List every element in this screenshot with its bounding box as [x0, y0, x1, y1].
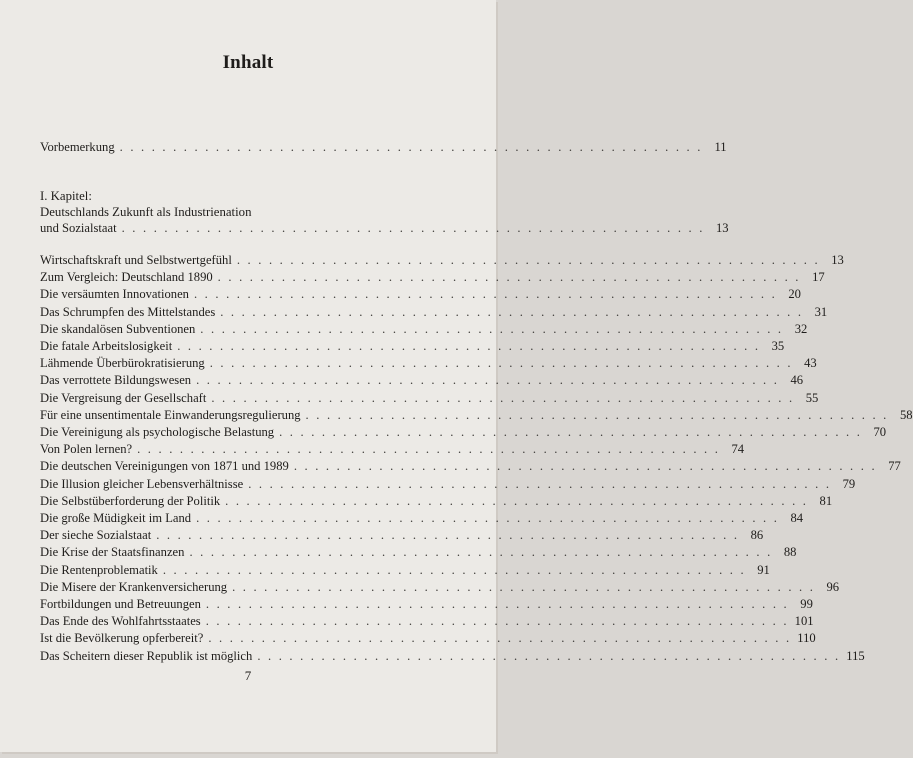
leader-dots: . . . . . . . . . . . . . . . . . . . . . . . . . . . . . . . . . . . . . . . . . . . . . . . . . . . . . . .	[220, 304, 804, 319]
toc-entry	[40, 287, 801, 302]
toc-entry-label: Wirtschaftskraft und Selbstwertgefühl	[40, 253, 232, 267]
toc-entry-label: Die Misere der Krankenversicherung	[40, 579, 228, 594]
toc-entry	[40, 442, 745, 457]
toc-entry	[40, 373, 804, 388]
leader-dots: . . . . . . . . . . . . . . . . . . . . . . . . . . . . . . . . . . . . . . . . . . . . . . . . . . . . . . .	[193, 287, 777, 302]
toc-entry	[40, 493, 833, 509]
toc-entry-preface	[40, 140, 727, 155]
toc-entry-page: 84	[790, 511, 804, 525]
toc-entry-label: Die Illusion gleicher Lebensverhältnisse	[40, 476, 244, 491]
leader-dots: . . . . . . . . . . . . . . . . . . . . . . . . . . . . . . . . . . . . . . . . . . . . . . . . . . . . . . .	[196, 511, 780, 525]
toc-entry	[40, 597, 813, 612]
toc-entry-label: Die Krise der Staatsfinanzen	[40, 545, 185, 560]
toc-entry	[40, 648, 865, 664]
leader-dots: . . . . . . . . . . . . . . . . . . . . . . . . . . . . . . . . . . . . . . . . . . . . . . . . . . . . . . .	[305, 407, 889, 422]
toc-entry	[40, 579, 840, 595]
toc-entry-label: Das Schrumpfen des Mittelstandes	[40, 304, 216, 319]
leader-dots: . . . . . . . . . . . . . . . . . . . . . . . . . . . . . . . . . . . . . . . . . . . . . . . . . . . . . . .	[162, 562, 746, 577]
toc-entry-page: 81	[819, 493, 833, 508]
toc-entry	[40, 356, 817, 371]
toc-entry	[40, 321, 808, 337]
toc-entry-page: 101	[794, 614, 814, 629]
toc-entry	[40, 270, 825, 285]
toc-entry-label: Die Vergreisung der Gesellschaft	[40, 390, 207, 405]
toc-entry	[40, 511, 804, 526]
leader-dots: . . . . . . . . . . . . . . . . . . . . . . . . . . . . . . . . . . . . . . . . . . . . . . . . . . . . . . .	[279, 425, 863, 439]
leader-dots: . . . . . . . . . . . . . . . . . . . . . . . . . . . . . . . . . . . . . . . . . . . . . . . . . . . . . . .	[208, 631, 792, 646]
leader-dots: . . . . . . . . . . . . . . . . . . . . . . . . . . . . . . . . . . . . . . . . . . . . . . . . . . . . . . .	[196, 373, 780, 388]
page-number: 7	[244, 668, 252, 683]
toc-entry-label: Die deutschen Vereinigungen von 1871 und 1989	[40, 459, 289, 474]
toc-entry-label: Die große Müdigkeit im Land	[40, 511, 192, 525]
toc-entry	[40, 425, 887, 440]
toc-entry-page: 79	[842, 476, 856, 491]
toc-entry	[40, 390, 819, 406]
leader-dots: . . . . . . . . . . . . . . . . . . . . . . . . . . . . . . . . . . . . . . . . . . . . . . . . . . . . . . .	[177, 339, 761, 353]
toc-entry-label: Die fatale Arbeitslosigkeit	[40, 339, 173, 353]
leader-dots: . . . . . . . . . . . . . . . . . . . . . . . . . . . . . . . . . . . . . . . . . . . . . . . . . . . . . . .	[119, 140, 703, 154]
toc-entry-chapter	[40, 221, 729, 236]
toc-entry-page: 58	[899, 407, 913, 422]
toc-entry	[40, 528, 764, 543]
toc-entry-page: 74	[731, 442, 745, 457]
toc-entry-page: 35	[771, 339, 785, 353]
leader-dots: . . . . . . . . . . . . . . . . . . . . . . . . . . . . . . . . . . . . . . . . . . . . . . . . . . . . . . .	[156, 528, 740, 543]
toc-entry-label: Die Selbstüberforderung der Politik	[40, 493, 221, 508]
leader-dots: . . . . . . . . . . . . . . . . . . . . . . . . . . . . . . . . . . . . . . . . . . . . . . . . . . . . . . .	[137, 442, 721, 457]
leader-dots: . . . . . . . . . . . . . . . . . . . . . . . . . . . . . . . . . . . . . . . . . . . . . . . . . . . . . . .	[257, 648, 841, 663]
toc-entry-label: Das verrottete Bildungswesen	[40, 373, 192, 388]
toc-entry-page: 31	[814, 304, 828, 319]
page-title: Inhalt	[222, 52, 274, 73]
toc-entry-page: 88	[783, 545, 797, 560]
leader-dots: . . . . . . . . . . . . . . . . . . . . . . . . . . . . . . . . . . . . . . . . . . . . . . . . . . . . . . .	[293, 459, 877, 474]
toc-entry-label: Ist die Bevölkerung opferbereit?	[40, 631, 204, 646]
toc-entry-label: Die versäumten Innovationen	[40, 287, 189, 302]
chapter-subtitle-line-1: Deutschlands Zukunft als Industrienation	[40, 205, 252, 219]
toc-entry	[40, 614, 814, 629]
leader-dots: . . . . . . . . . . . . . . . . . . . . . . . . . . . . . . . . . . . . . . . . . . . . . . . . . . . . . . .	[248, 476, 832, 491]
toc-entry-page: 86	[750, 528, 764, 543]
toc-entry-label: Zum Vergleich: Deutschland 1890	[40, 270, 213, 285]
toc-entry-label: Das Scheitern dieser Republik ist möglich	[40, 648, 253, 663]
toc-entry-page: 32	[794, 321, 808, 336]
leader-dots: . . . . . . . . . . . . . . . . . . . . . . . . . . . . . . . . . . . . . . . . . . . . . . . . . . . . . . .	[200, 321, 784, 336]
toc-entry-label: Fortbildungen und Betreuungen	[40, 597, 201, 611]
leader-dots: . . . . . . . . . . . . . . . . . . . . . . . . . . . . . . . . . . . . . . . . . . . . . . . . . . . . . . .	[217, 270, 801, 285]
toc-entry-page: 70	[873, 425, 887, 439]
toc-entry-page: 20	[788, 287, 801, 302]
leader-dots: . . . . . . . . . . . . . . . . . . . . . . . . . . . . . . . . . . . . . . . . . . . . . . . . . . . . . . .	[236, 253, 820, 267]
toc-entry-label: Vorbemerkung	[40, 140, 115, 154]
toc-entry	[40, 631, 816, 646]
leader-dots: . . . . . . . . . . . . . . . . . . . . . . . . . . . . . . . . . . . . . . . . . . . . . . . . . . . . . . .	[121, 221, 705, 235]
leader-dots: . . . . . . . . . . . . . . . . . . . . . . . . . . . . . . . . . . . . . . . . . . . . . . . . . . . . . . .	[205, 614, 789, 629]
chapter-subtitle-line-2: und Sozialstaat	[40, 221, 117, 235]
toc-entry-label: Die Vereinigung als psychologische Belastung	[40, 425, 275, 439]
toc-entry-page: 96	[826, 579, 840, 594]
leader-dots: . . . . . . . . . . . . . . . . . . . . . . . . . . . . . . . . . . . . . . . . . . . . . . . . . . . . . . .	[209, 356, 793, 371]
toc-entry-page: 13	[831, 253, 844, 267]
toc-entry-page: 17	[812, 270, 825, 285]
toc-entry-page: 115	[846, 648, 865, 663]
toc-entry	[40, 476, 856, 492]
toc-entry-label: Der sieche Sozialstaat	[40, 528, 152, 543]
toc-entry	[40, 545, 797, 560]
toc-entry-label: Das Ende des Wohlfahrtsstaates	[40, 614, 201, 629]
leader-dots: . . . . . . . . . . . . . . . . . . . . . . . . . . . . . . . . . . . . . . . . . . . . . . . . . . . . . . .	[225, 493, 809, 508]
toc-entry-label: Die Rentenproblematik	[40, 562, 158, 577]
toc-entry	[40, 459, 901, 474]
toc-entry	[40, 339, 785, 354]
chapter-label: I. Kapitel:	[40, 189, 92, 203]
toc-entry-page: 55	[805, 390, 819, 405]
toc-entry	[40, 407, 913, 423]
leader-dots: . . . . . . . . . . . . . . . . . . . . . . . . . . . . . . . . . . . . . . . . . . . . . . . . . . . . . . .	[205, 597, 789, 611]
toc-entry-page: 99	[800, 597, 813, 611]
toc-entry-label: Die skandalösen Subventionen	[40, 321, 196, 336]
toc-entry-label: Für eine unsentimentale Einwanderungsregulierung	[40, 407, 301, 422]
toc-entry-label: Lähmende Überbürokratisierung	[40, 356, 205, 371]
leader-dots: . . . . . . . . . . . . . . . . . . . . . . . . . . . . . . . . . . . . . . . . . . . . . . . . . . . . . . .	[232, 579, 816, 594]
leader-dots: . . . . . . . . . . . . . . . . . . . . . . . . . . . . . . . . . . . . . . . . . . . . . . . . . . . . . . .	[211, 390, 795, 405]
toc-entry	[40, 562, 770, 578]
toc-entry-page: 13	[716, 221, 729, 235]
toc-entry-page: 11	[714, 140, 727, 154]
toc-entry-page: 46	[790, 373, 804, 388]
toc-entry	[40, 253, 844, 268]
toc-entry-page: 110	[797, 631, 816, 646]
toc-entry-page: 43	[804, 356, 817, 371]
toc-entry-label: Von Polen lernen?	[40, 442, 133, 457]
toc-entry-page: 91	[757, 562, 770, 577]
toc-entry	[40, 304, 828, 320]
leader-dots: . . . . . . . . . . . . . . . . . . . . . . . . . . . . . . . . . . . . . . . . . . . . . . . . . . . . . . .	[189, 545, 773, 560]
toc-entry-page: 77	[888, 459, 901, 474]
